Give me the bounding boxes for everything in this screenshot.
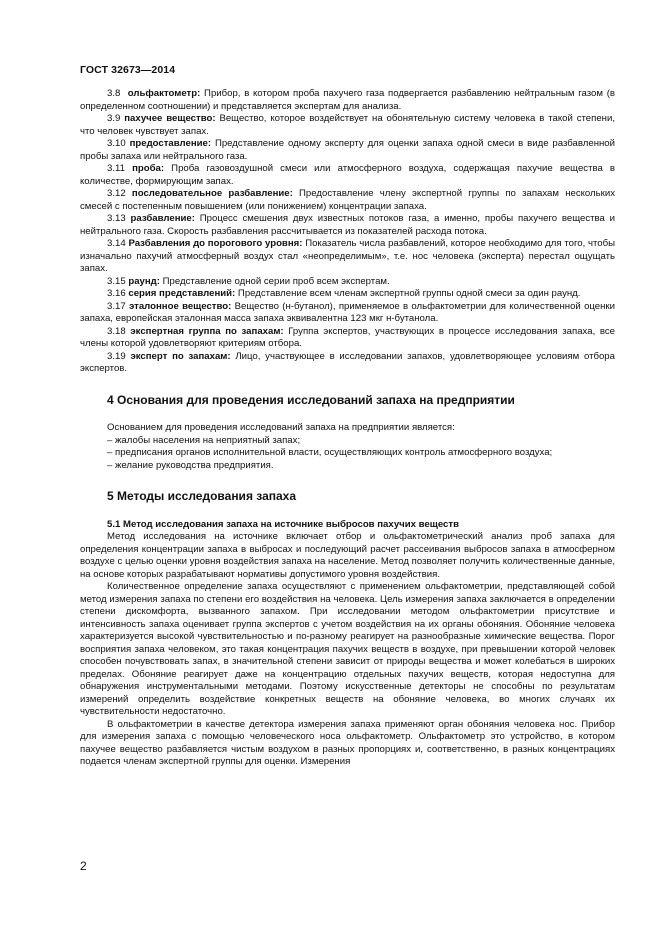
section-5-paragraph-2: Количественное определение запаха осуществляют с применением ольфактометрии, представляющей собой метод измерения запаха по степени его воздействия на человека. Цель измерения запаха заключается в определении степени дискомфорта, вызванного запахом. При исследовании методом ольфактометрии присутствие и интенсивность запаха оценивает группа экспертов с учетом воздействия на их органы обоняния. Обоняние человека характеризуется высокой чувствительностью и по-разному реагирует на разнообразные химические вещества. Порог восприятия запаха человеком, это такая концентрация пахучих веществ в воздухе, при превышении которой человек способен почувствовать запах, в значительной степени зависит от природы вещества и может колебаться в широких пределах. Обоняние реагирует даже на концентрацию отдельных пахучих веществ, которая недоступна для обнаружения инструментальными методами. Поэтому искусственные детекторы не способны по результатам измерений определить воздействие конкретных веществ на обоняние человека, во многих случаях их чувствительности недостаточно. (80, 581, 615, 717)
document-body (80, 88, 615, 769)
section-4-item-2: – предписания органов исполнительной власти, осуществляющих контроль атмосферного воздуха; (107, 447, 553, 458)
definition-3-17: 3.17 эталонное вещество: Вещество (н-бутанол), применяемое в ольфактометрии для количественной оценки запаха, европейская эталонная масса запаха эквивалентна 123 мкг н-бутанола. (80, 300, 615, 324)
definition-3-9: 3.9 пахучее вещество: Вещество, которое воздействует на обонятельную систему человека в такой степени, что человек чувствует запах. (80, 113, 615, 137)
definition-3-11: 3.11 проба: Проба газовоздушной смеси или атмосферного воздуха, содержащая пахучие вещества в количестве, формирующим запах. (80, 163, 616, 187)
section-5-paragraph-3: В ольфактометрии в качестве детектора измерения запаха применяют орган обоняния человека нос. Прибор для измерения запаха с помощью человеческого носа ольфактометр. Ольфактометр это устройство, в котором пахучее вещество разбавляется чистым воздухом в разных пропорциях и, соответственно, в разных концентрациях подается членам экспертной группы для оценки. Измерения (80, 718, 615, 767)
definition-3-19: 3.19 эксперт по запахам: Лицо, участвующее в исследовании запахов, удовлетворяющее условиям отбора экспертов. (80, 350, 615, 374)
subsection-5-1-title: 5.1 Метод исследования запаха на источнике выбросов пахучих веществ (107, 518, 459, 530)
section-4-intro: Основанием для проведения исследований запаха на предприятии является: (107, 422, 455, 433)
section-4-title: 4 Основания для проведения исследований запаха на предприятии (107, 392, 515, 407)
definitions-list (80, 88, 615, 376)
section-5-paragraph-1: Метод исследования на источнике включает отбор и ольфактометрический анализ проб запаха для определения концентрации запаха в выбросах и последующий расчет рассеивания выбросов запаха в атмосферном воздухе с целью оценки уровня воздействия запаха на население. Метод позволяет получить количественные данные, на основе которых разрабатывают нормативы допустимого уровня воздействия. (80, 531, 615, 580)
definition-3-14: 3.14 Разбавления до порогового уровня: Показатель числа разбавлений, которое необходимо для того, чтобы изначально пахучий атмосферный воздух стал «неопределимым», т.е. нос человека (эксперта) перестал ощущать запах. (80, 238, 615, 274)
section-5-body (80, 519, 615, 769)
page-number: 2 (80, 859, 87, 873)
definition-3-8: 3.8 ольфактометр: Прибор, в котором проба пахучего газа подвергается разбавлению нейтральным газом (в определенном соотношении) и представляется экспертам для анализа. (80, 88, 615, 112)
section-4-item-1: – жалобы населения на неприятный запах; (107, 434, 301, 446)
definition-3-12: 3.12 последовательное разбавление: Предоставление члену экспертной группы по запахам нескольких смесей с постепенным повышением (или понижением) концентрации запаха. (80, 188, 616, 212)
definition-3-15: 3.15 раунд: Представление одной серии проб всем экспертам. (107, 275, 390, 287)
definition-3-18: 3.18 экспертная группа по запахам: Группа экспертов, участвующих в процессе исследования запаха, все члены которой удовлетворяют критериям отбора. (80, 325, 616, 349)
document-header: ГОСТ 32673—2014 (80, 64, 176, 76)
definition-3-10: 3.10 предоставление: Представление одному эксперту для оценки запаха одной смеси в виде разбавленной пробы запаха или нейтрального газа. (80, 138, 615, 162)
definition-3-13: 3.13 разбавление: Процесс смешения двух известных потоков газа, а именно, пробы пахучего вещества и нейтрального газа. Скорость разбавления рассчитывается из показателей расхода потока. (80, 213, 616, 237)
section-4-body (80, 422, 615, 472)
section-5-title: 5 Методы исследования запаха (107, 489, 297, 503)
section-4-item-3: – желание руководства предприятия. (107, 459, 274, 471)
definition-3-16: 3.16 серия представлений: Представление всем членам экспертной группы одной смеси за один раунд. (107, 288, 581, 299)
